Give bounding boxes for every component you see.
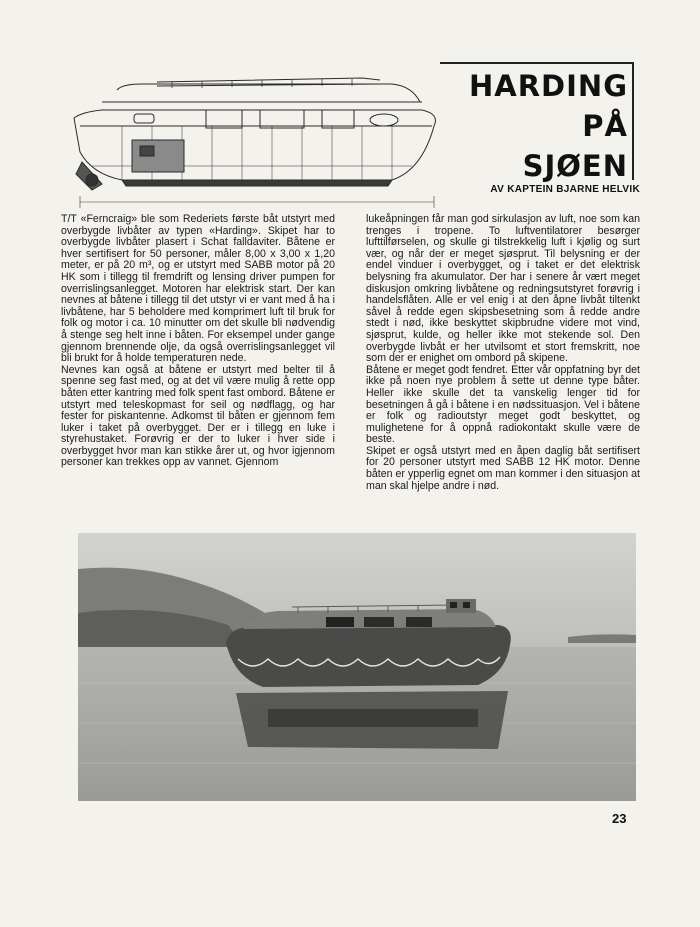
paragraph: Skipet er også utstyrt med en åpen daglig båt sertifisert for 20 personer utstyrt med SABB 12 HK motor. Denne båten er ypperlig egnet om man kommer i den situasjon at man skal hjelpe andre i nød. bbox=[366, 444, 640, 492]
paragraph: Nevnes kan også at båtene er utstyrt med belter til å spenne seg fast med, og at det vil være mulig å rette opp båten etter kantring med folk spent fast ombord. Båtene er utstyrt med teleskopmast for seil og nødflagg, og har fester for piskantenne. Adkomst til båten er gjennom fem luker i taket på overbygget. Der er i tillegg en luke i styrehustaket. Forøvrig er der to luker i hver side i overbygget hvor man kan stikke årer ut, og hvor igjennom personer kan trekkes opp av vannet. Gjennom bbox=[61, 363, 335, 469]
article-byline: AV KAPTEIN BJARNE HELVIK bbox=[490, 184, 640, 195]
paragraph: Båtene er meget godt fendret. Etter vår oppfatning byr det ikke på noen nye problem å sette ut denne type båter. Heller ikke skulle det ta vanskelig lenger tid for besetningen å gå i båtene i en nødssituasjon. Vel i båtene er folk og radioutstyr meget godt beskyttet, og mulighetene for å oppnå radiokontakt skulle være de beste. bbox=[366, 363, 640, 446]
title-rule-top bbox=[440, 62, 634, 64]
title-rule-side bbox=[632, 62, 634, 180]
lifeboat-photo bbox=[78, 533, 636, 801]
page-number: 23 bbox=[612, 811, 627, 826]
paragraph: T/T «Ferncraig» ble som Rederiets første båt utstyrt med overbygde livbåter av typen «Harding». Skipet har to overbygde livbåter plasert i Schat falldaviter. Båtene er hver sertifisert for 50 personer, måler 8,00 x 3,00 x 1,20 meter, er på 20 m³, og er utstyrt med SABB motor på 20 HK som i tillegg til fremdrift og lensing driver pumpen for overrislingsanlegget. Motoren har elektrisk start. Der kan nevnes at båtene i tillegg til det utstyr vi er vant med å ha i livbåtene, har 5 beholdere med komprimert luft til bruk for folk og motor i ca. 10 minutter om det skulle bli nødvendig å stenge seg helt inne i båten. For eksempel under gange gjennom brennende olje, da også overrislingsanlegget vil bli brukt for å holde temperaturen nede. bbox=[61, 213, 335, 365]
article-column-right bbox=[366, 214, 640, 492]
paragraph: lukeåpningen får man god sirkulasjon av luft, noe som kan trenges i tropene. To luftventilatorer besørger lufttilførselen, og skulle gi tilstrekkelig luft i kjølig og surt vær, og når der er meget sjøsprut. Til belysning er der endel vinduer i overbygget, og i taket er det elektrisk belysning fra akumulator. Der har i senere år vært meget diskusjon omkring livbåtene og redningsutstyret forøvrig i handelsflåten. Alle er vel enig i at den åpne livbåt tiltenkt såvel å redde egen skipsbesetning som å redde andre stedt i nød, ikke beskyttet skipbrudne videre mot vind, sjøsprut, kulde, og heller ikke mot stekende sol. Den overbygde livbåt er her utvilsomt et stort fremskritt, noe som der er enighet om ombord på skipene. bbox=[366, 213, 640, 365]
lifeboat-technical-drawing bbox=[62, 62, 442, 212]
title-line-2: PÅ bbox=[582, 109, 628, 143]
title-line-1: HARDING bbox=[469, 69, 628, 103]
article-column-left bbox=[61, 214, 335, 469]
title-line-3: SJØEN bbox=[522, 149, 628, 183]
article-title bbox=[448, 66, 628, 186]
